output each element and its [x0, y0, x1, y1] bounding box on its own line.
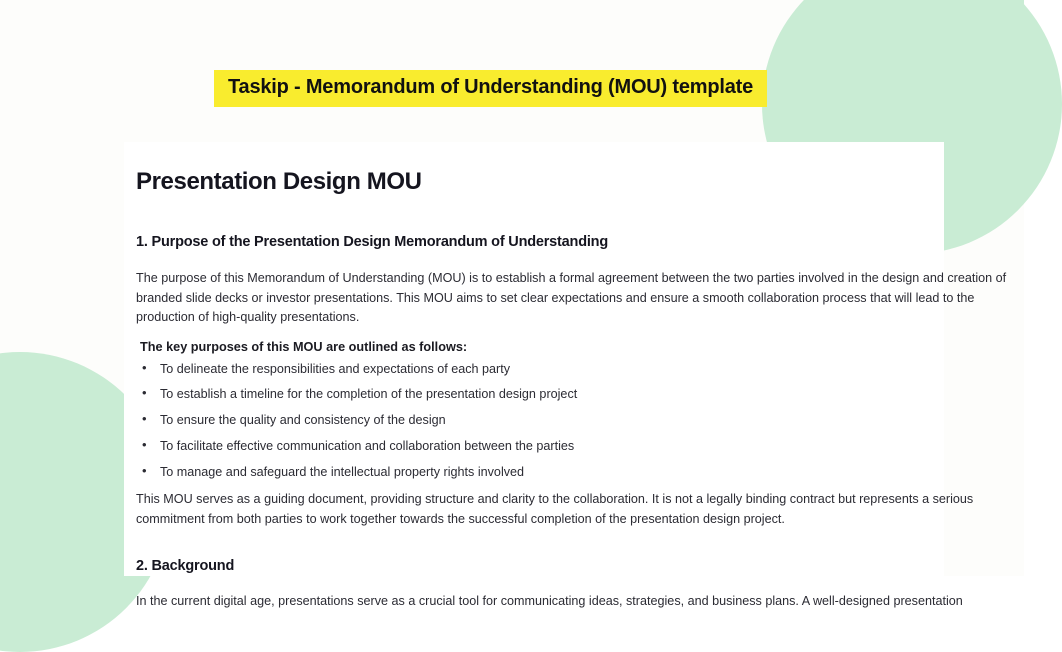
list-item: • To delineate the responsibilities and expectations of each party: [132, 361, 944, 377]
list-item: • To facilitate effective communication and collaboration between the parties: [132, 438, 944, 454]
section-1-lead-in: The key purposes of this MOU are outlined as follows:: [140, 339, 468, 354]
document-heading: Presentation Design MOU: [136, 168, 422, 195]
section-1-bullet-list: [132, 361, 944, 481]
section-1-paragraph-2: This MOU serves as a guiding document, providing structure and clarity to the collaboration. It is not a legally binding contract but represents a serious commitment from both parties to work together towards the successful completion of the presentation design project.: [136, 492, 974, 526]
section-2-heading: 2. Background: [136, 558, 235, 575]
list-item: • To manage and safeguard the intellectual property rights involved: [132, 464, 944, 480]
list-item: • To establish a timeline for the completion of the presentation design project: [132, 386, 944, 402]
section-1-paragraph-1: The purpose of this Memorandum of Understanding (MOU) is to establish a formal agreement between the two parties involved in the design and creation of branded slide decks or investor presentations. This MOU aims to set clear expectations and ensure a smooth collaboration process that will lead to the production of high-quality presentations.: [136, 271, 1007, 325]
document-body: [124, 142, 1007, 612]
section-2-paragraph-1: In the current digital age, presentations serve as a crucial tool for communicating ideas, strategies, and business plans. A well-designed presentation: [136, 594, 963, 609]
document-page: [124, 142, 1007, 609]
list-item: • To ensure the quality and consistency of the design: [132, 412, 944, 428]
section-1-heading: 1. Purpose of the Presentation Design Memorandum of Understanding: [136, 234, 608, 250]
page-title: Taskip - Memorandum of Understanding (MOU) template: [214, 70, 767, 107]
